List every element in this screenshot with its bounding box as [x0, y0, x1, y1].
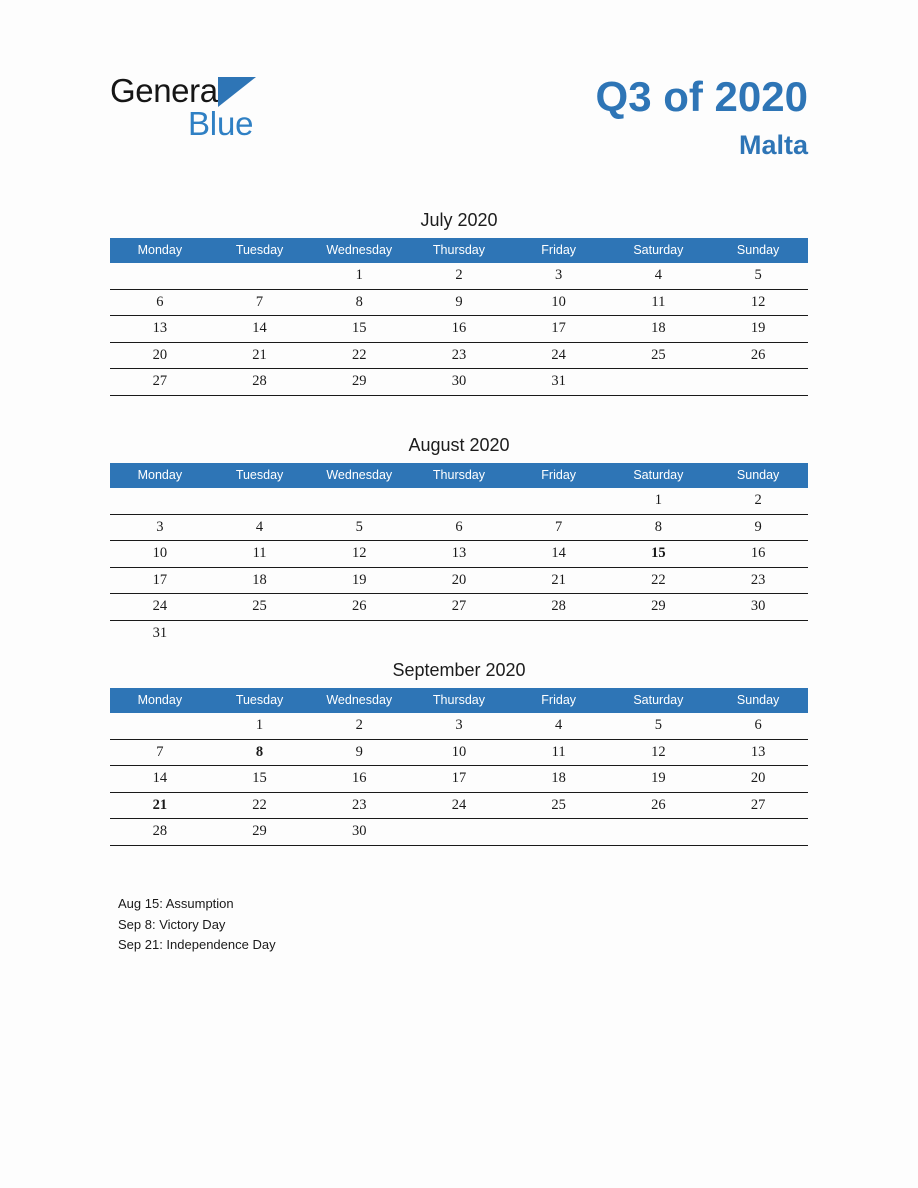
logo-text-blue: Blue — [188, 105, 254, 142]
month-block — [110, 208, 808, 396]
week-row — [110, 766, 808, 793]
day-cell[interactable]: 13 — [708, 739, 808, 766]
day-cell[interactable]: 7 — [110, 739, 210, 766]
weekday-header-saturday: Saturday — [609, 688, 709, 713]
day-cell-empty — [210, 620, 310, 646]
month-title: July 2020 — [420, 210, 498, 230]
day-cell-empty — [110, 263, 210, 289]
weekday-header-friday: Friday — [509, 688, 609, 713]
day-cell[interactable]: 11 — [509, 739, 609, 766]
day-cell[interactable]: 29 — [309, 369, 409, 396]
day-cell-holiday[interactable]: 15 — [609, 541, 709, 568]
day-cell[interactable]: 23 — [708, 567, 808, 594]
page-header — [0, 0, 918, 190]
day-cell[interactable]: 10 — [409, 739, 509, 766]
week-row — [110, 289, 808, 316]
week-row — [110, 369, 808, 396]
day-cell[interactable]: 10 — [110, 541, 210, 568]
day-cell[interactable]: 3 — [509, 263, 609, 289]
day-cell-empty — [409, 819, 509, 846]
day-cell[interactable]: 26 — [708, 342, 808, 369]
weekday-header-tuesday: Tuesday — [210, 463, 310, 488]
day-cell[interactable]: 5 — [309, 514, 409, 541]
day-cell[interactable]: 20 — [110, 342, 210, 369]
day-cell-empty — [609, 819, 709, 846]
day-cell[interactable]: 6 — [110, 289, 210, 316]
day-cell[interactable]: 29 — [609, 594, 709, 621]
calendar-table — [110, 238, 808, 396]
general-blue-logo — [110, 73, 410, 143]
weekday-header-row — [110, 238, 808, 263]
day-cell[interactable]: 3 — [110, 514, 210, 541]
day-cell-empty — [210, 488, 310, 514]
day-cell[interactable]: 16 — [409, 316, 509, 343]
weekday-header-row — [110, 463, 808, 488]
day-cell[interactable]: 26 — [309, 594, 409, 621]
month-block — [110, 433, 808, 646]
day-cell[interactable]: 24 — [509, 342, 609, 369]
day-cell[interactable]: 12 — [708, 289, 808, 316]
legend-item: Aug 15: Assumption — [118, 896, 234, 911]
day-cell[interactable]: 14 — [210, 316, 310, 343]
week-row — [110, 567, 808, 594]
weekday-header-wednesday: Wednesday — [309, 688, 409, 713]
day-cell-empty — [509, 620, 609, 646]
weekday-header-wednesday: Wednesday — [309, 463, 409, 488]
day-cell[interactable]: 12 — [609, 739, 709, 766]
day-cell[interactable]: 9 — [708, 514, 808, 541]
day-cell[interactable]: 23 — [409, 342, 509, 369]
day-cell-empty — [409, 488, 509, 514]
day-cell[interactable]: 17 — [110, 567, 210, 594]
day-cell[interactable]: 4 — [210, 514, 310, 541]
weekday-header-sunday: Sunday — [708, 688, 808, 713]
week-row — [110, 739, 808, 766]
weekday-header-friday: Friday — [509, 463, 609, 488]
day-cell-empty — [409, 620, 509, 646]
day-cell[interactable]: 31 — [152, 624, 168, 641]
day-cell[interactable]: 18 — [210, 567, 310, 594]
day-cell-empty — [609, 620, 709, 646]
holiday-legend — [118, 894, 618, 956]
day-cell[interactable]: 9 — [309, 739, 409, 766]
day-cell[interactable]: 31 — [509, 369, 609, 396]
day-cell[interactable]: 28 — [210, 369, 310, 396]
day-cell[interactable]: 21 — [210, 342, 310, 369]
day-cell[interactable]: 25 — [509, 792, 609, 819]
page-title: Q3 of 2020 — [595, 73, 808, 120]
triangle-icon — [218, 77, 256, 107]
day-cell[interactable]: 5 — [609, 713, 709, 739]
month-title: August 2020 — [408, 435, 510, 455]
weekday-header-tuesday: Tuesday — [210, 238, 310, 263]
day-cell[interactable]: 11 — [210, 541, 310, 568]
day-cell[interactable]: 22 — [609, 567, 709, 594]
day-cell[interactable]: 18 — [609, 316, 709, 343]
weekday-header-sunday: Sunday — [708, 463, 808, 488]
day-cell[interactable]: 6 — [708, 713, 808, 739]
day-cell[interactable]: 16 — [309, 766, 409, 793]
day-cell-empty — [110, 488, 210, 514]
day-cell[interactable]: 4 — [609, 263, 709, 289]
day-cell-empty — [210, 263, 310, 289]
day-cell[interactable]: 22 — [309, 342, 409, 369]
weekday-header-monday: Monday — [110, 688, 210, 713]
day-cell[interactable]: 30 — [409, 369, 509, 396]
day-cell[interactable]: 16 — [708, 541, 808, 568]
day-cell-holiday[interactable]: 21 — [110, 792, 210, 819]
day-cell[interactable]: 19 — [309, 567, 409, 594]
day-cell-empty — [708, 620, 808, 646]
day-cell-empty — [509, 488, 609, 514]
day-cell[interactable]: 19 — [609, 766, 709, 793]
day-cell-empty — [708, 819, 808, 846]
day-cell[interactable]: 11 — [609, 289, 709, 316]
day-cell[interactable]: 9 — [409, 289, 509, 316]
month-title: September 2020 — [392, 660, 526, 680]
day-cell[interactable]: 7 — [509, 514, 609, 541]
week-row — [110, 263, 808, 289]
day-cell[interactable]: 14 — [110, 766, 210, 793]
day-cell[interactable]: 19 — [708, 316, 808, 343]
day-cell[interactable]: 2 — [409, 263, 509, 289]
day-cell-empty — [309, 620, 409, 646]
legend-item: Sep 8: Victory Day — [118, 916, 226, 932]
country-subtitle: Malta — [738, 130, 808, 160]
day-cell-empty — [309, 488, 409, 514]
calendar-table — [110, 463, 808, 646]
logo-text-general: General — [110, 72, 225, 109]
day-cell[interactable]: 30 — [309, 819, 409, 846]
day-cell[interactable]: 21 — [509, 567, 609, 594]
weekday-header-row — [110, 688, 808, 713]
day-cell[interactable]: 1 — [210, 713, 310, 739]
month-block — [110, 658, 808, 846]
day-cell-empty — [609, 369, 709, 396]
day-cell[interactable]: 12 — [309, 541, 409, 568]
day-cell[interactable]: 20 — [409, 567, 509, 594]
weekday-header-monday: Monday — [110, 238, 210, 263]
day-cell[interactable]: 1 — [309, 263, 409, 289]
day-cell[interactable]: 14 — [509, 541, 609, 568]
day-cell[interactable]: 15 — [210, 766, 310, 793]
day-cell[interactable]: 25 — [609, 342, 709, 369]
week-row — [110, 713, 808, 739]
day-cell[interactable]: 8 — [609, 514, 709, 541]
day-cell-empty — [110, 713, 210, 739]
day-cell[interactable]: 7 — [210, 289, 310, 316]
week-row — [110, 594, 808, 621]
weekday-header-thursday: Thursday — [409, 238, 509, 263]
day-cell[interactable]: 5 — [708, 263, 808, 289]
calendar-table — [110, 688, 808, 846]
title-block — [596, 72, 808, 162]
day-cell[interactable]: 25 — [210, 594, 310, 621]
weekday-header-thursday: Thursday — [409, 463, 509, 488]
day-cell[interactable]: 13 — [409, 541, 509, 568]
weekday-header-tuesday: Tuesday — [210, 688, 310, 713]
day-cell[interactable]: 17 — [509, 316, 609, 343]
day-cell[interactable]: 29 — [210, 819, 310, 846]
weekday-header-monday: Monday — [110, 463, 210, 488]
day-cell[interactable]: 18 — [509, 766, 609, 793]
day-cell[interactable]: 24 — [409, 792, 509, 819]
week-row — [110, 316, 808, 343]
week-row — [110, 342, 808, 369]
day-cell[interactable]: 17 — [409, 766, 509, 793]
day-cell[interactable]: 30 — [708, 594, 808, 621]
weekday-header-thursday: Thursday — [409, 688, 509, 713]
legend-item: Sep 21: Independence Day — [118, 937, 276, 952]
weekday-header-friday: Friday — [509, 238, 609, 263]
day-cell[interactable]: 27 — [409, 594, 509, 621]
day-cell[interactable]: 10 — [509, 289, 609, 316]
day-cell-empty — [708, 369, 808, 396]
weekday-header-wednesday: Wednesday — [309, 238, 409, 263]
day-cell[interactable]: 13 — [110, 316, 210, 343]
weekday-header-sunday: Sunday — [708, 238, 808, 263]
day-cell[interactable]: 6 — [409, 514, 509, 541]
day-cell[interactable]: 3 — [409, 713, 509, 739]
day-cell[interactable]: 26 — [609, 792, 709, 819]
day-cell[interactable]: 8 — [309, 289, 409, 316]
day-cell-holiday[interactable]: 8 — [210, 739, 310, 766]
day-cell[interactable]: 20 — [708, 766, 808, 793]
day-cell[interactable]: 28 — [110, 819, 210, 846]
week-row — [110, 819, 808, 846]
weekday-header-saturday: Saturday — [609, 238, 709, 263]
weekday-header-saturday: Saturday — [609, 463, 709, 488]
week-row — [110, 792, 808, 819]
day-cell-empty — [509, 819, 609, 846]
day-cell[interactable]: 28 — [509, 594, 609, 621]
day-cell[interactable]: 2 — [708, 488, 808, 514]
week-row — [110, 514, 808, 541]
day-cell[interactable]: 27 — [708, 792, 808, 819]
day-cell[interactable]: 1 — [609, 488, 709, 514]
day-cell[interactable]: 4 — [509, 713, 609, 739]
day-cell[interactable]: 24 — [110, 594, 210, 621]
day-cell[interactable]: 22 — [210, 792, 310, 819]
week-row — [110, 620, 808, 646]
week-row — [110, 488, 808, 514]
week-row — [110, 541, 808, 568]
day-cell[interactable]: 2 — [309, 713, 409, 739]
day-cell[interactable]: 23 — [309, 792, 409, 819]
day-cell[interactable]: 15 — [309, 316, 409, 343]
day-cell[interactable]: 27 — [110, 369, 210, 396]
